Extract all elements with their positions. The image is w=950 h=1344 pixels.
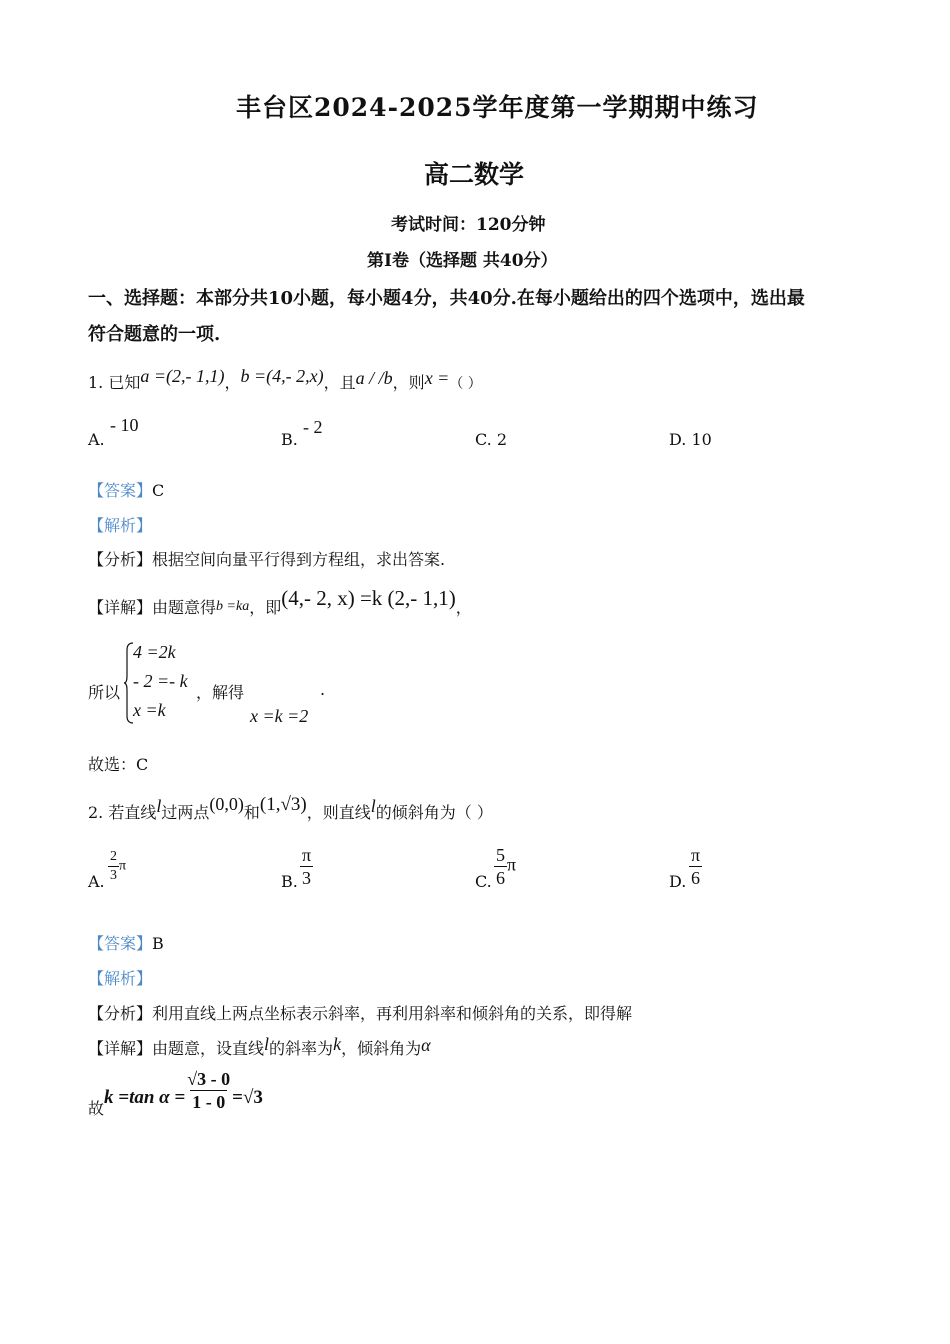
q1-condition: ，且: [323, 373, 356, 392]
q2-point2: (1,√3): [259, 794, 307, 815]
q1-option-b-value: - 2: [303, 417, 323, 437]
q2-k: k: [333, 1034, 342, 1054]
subject-title: 高二数学: [424, 160, 525, 189]
q2-option-d-value: $\frac{\pi}{6}$: [691, 845, 701, 888]
section-instruction-line1: 一、选择题：本部分共10小题，每小题4分，共40分.在每小题给出的四个选项中，选出最: [88, 288, 805, 309]
q2-answer: 【答案】B: [88, 934, 164, 953]
q2-option-a: A.: [88, 872, 105, 891]
q1-vector-b: b =(4,- 2,x): [240, 366, 324, 386]
q1-dot: .: [320, 680, 326, 699]
q1-system-eq1: 4 =2k: [133, 642, 176, 662]
q1-suoyi: 所以: [88, 683, 121, 702]
q1-fenxi: 【分析】根据空间向量平行得到方程组，求出答案.: [88, 550, 446, 569]
q2-option-c: C.: [475, 872, 492, 891]
part-title: 第I卷（选择题 共40分）: [367, 251, 558, 271]
q1-stem: 1. 已知a =(2,- 1,1)，b =(4,- 2,x)，且a / /b，则x =（ ）: [88, 366, 482, 392]
q2-gu: 故: [88, 1099, 105, 1118]
q1-detail: 【详解】由题意得b =ka，即(4,- 2, x) =k (2,- 1,1)，: [88, 586, 472, 617]
q1-paren: （ ）: [449, 376, 482, 392]
q2-point1: (0,0): [209, 794, 244, 814]
q2-option-c-value: $\frac{5}{6}$ π: [496, 845, 517, 888]
q1-detail-eq2: (4,- 2, x) =k (2,- 1,1): [281, 586, 456, 610]
q1-guxuan: 故选：C: [88, 755, 149, 774]
q1-parallel: a / /b: [355, 368, 393, 388]
q1-detail-eq1: b =ka: [216, 599, 250, 614]
q2-formula: k =tan α = $\frac{√3 - 0}{1 - 0}$ =√3: [104, 1069, 263, 1112]
q2-analysis-tag: 【解析】: [88, 969, 153, 988]
q2-option-b-value: $\frac{\pi}{3}$: [302, 845, 312, 888]
q1-analysis-tag: 【解析】: [88, 516, 153, 535]
q2-option-a-value: $\frac{2}{3}$ π: [110, 849, 127, 883]
q1-solution: x =k =2: [250, 706, 309, 726]
q1-option-b: B.: [281, 430, 298, 449]
q2-stem: 2. 若直线l过两点(0,0)和(1,√3)，则直线l的倾斜角为（ ）: [88, 794, 493, 822]
q1-jiede: ，解得: [196, 683, 245, 702]
q2-option-d: D.: [669, 872, 687, 891]
exam-time: 考试时间：120分钟: [391, 215, 546, 235]
q2-line-l: l: [156, 796, 162, 816]
q2-fenxi: 【分析】利用直线上两点坐标表示斜率，再利用斜率和倾斜角的关系，即得解: [88, 1004, 633, 1023]
q1-system-eq3: x =k: [133, 700, 166, 720]
q1-option-c: C. 2: [475, 430, 508, 449]
q2-detail: 【详解】由题意，设直线l的斜率为k，倾斜角为α: [88, 1034, 431, 1058]
q1-option-a: A.: [88, 430, 105, 449]
q1-then: ，则: [392, 373, 425, 392]
q1-system-eq2: - 2 =- k: [133, 671, 188, 691]
document-title: 丰台区2024-2025学年度第一学期期中练习: [236, 93, 759, 122]
q1-option-a-value: - 10: [110, 415, 139, 435]
section-instruction-line2: 符合题意的一项.: [88, 324, 221, 345]
q2-alpha: α: [421, 1035, 431, 1055]
q1-vector-a: a =(2,- 1,1): [140, 366, 225, 386]
q1-option-d: D. 10: [669, 430, 712, 449]
q1-answer: 【答案】C: [88, 481, 165, 500]
q1-prefix: 1. 已知: [88, 373, 141, 392]
q2-option-b: B.: [281, 872, 298, 891]
q1-ask: x =: [424, 368, 450, 388]
